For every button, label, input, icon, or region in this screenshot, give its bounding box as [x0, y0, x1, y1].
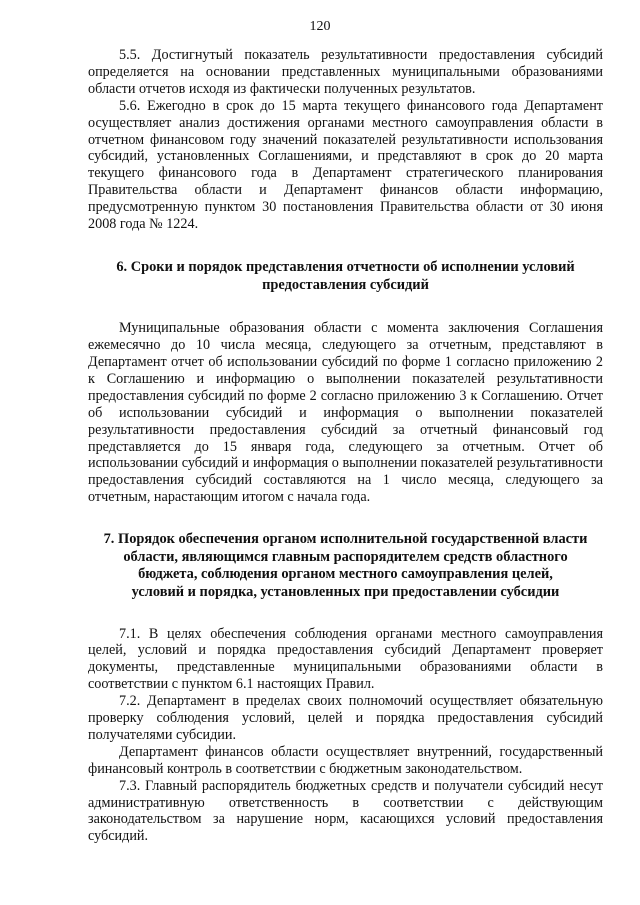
paragraph-7-3: 7.3. Главный распорядитель бюджетных средств и получатели субсидий несут административную ответственность в соответствии с действующим законодательством за нарушение норм, касающихся условий предоставления субсидий.: [88, 777, 603, 845]
section-7-heading-line-3: бюджета, соблюдения органом местного самоуправления целей,: [138, 566, 553, 583]
section-7-heading-line-4: условий и порядка, установленных при предоставлении субсидии: [131, 583, 560, 600]
section-7-heading: [88, 531, 603, 601]
section-6-heading: [88, 259, 603, 294]
section-6-heading-line-1: 6. Сроки и порядок представления отчетности об исполнении условий: [116, 258, 575, 275]
section-6-heading-line-2: предоставления субсидий: [262, 276, 429, 293]
paragraph-5-6: 5.6. Ежегодно в срок до 15 марта текущего финансового года Департамент осуществляет анализ достижения органами местного самоуправления области в отчетном финансовом году значений показателей результативности использования субсидий, установленных Соглашениями, и представляют в срок до 20 марта текущего финансового года в Департамент стратегического планирования Правительства области и Департамент финансов области информацию, предусмотренную пунктом 30 постановления Правительства области от 30 июня 2008 года № 1224.: [88, 97, 603, 233]
paragraph-7-2-finance: Департамент финансов области осуществляет внутренний, государственный финансовый контроль в соответствии с бюджетным законодательством.: [88, 743, 603, 777]
section-7-heading-line-1: 7. Порядок обеспечения органом исполнительной государственной власти: [103, 531, 588, 548]
paragraph-7-1: 7.1. В целях обеспечения соблюдения органами местного самоуправления целей, условий и порядка предоставления субсидий Департамент проверяет документы, представленные муниципальными образованиями области в соответствии с пунктом 6.1 настоящих Правил.: [88, 625, 603, 693]
section-7-heading-line-2: области, являющимся главным распорядителем средств областного: [123, 548, 568, 565]
paragraph-6: Муниципальные образования области с момента заключения Соглашения ежемесячно до 10 числа месяца, следующего за отчетным, представляют в Департамент отчет об использовании субсидий по форме 1 согласно приложению 2 к Соглашению и информацию о выполнении показателей результативности предоставления субсидий по форме 2 согласно приложению 3 к Соглашению. Отчет об использовании субсидий и информация о выполнении показателей результативности предоставления субсидий за отчетный финансовый год представляется до 15 января года, следующего за отчетным. Отчет об использовании субсидий и информация о выполнении показателей результативности предоставления субсидий составляются на 1 число месяца, следующего за отчетным, нарастающим итогом с начала года.: [88, 320, 603, 506]
document-body: [88, 47, 603, 845]
paragraph-7-2: 7.2. Департамент в пределах своих полномочий осуществляет обязательную проверку соблюдения условий, целей и порядка предоставления субсидий получателями субсидии.: [88, 693, 603, 743]
page-number: 120: [309, 19, 331, 34]
paragraph-5-5: 5.5. Достигнутый показатель результативности предоставления субсидий определяется на основании представленных муниципальными образованиями области отчетов исходя из фактически полученных результатов.: [88, 47, 603, 97]
